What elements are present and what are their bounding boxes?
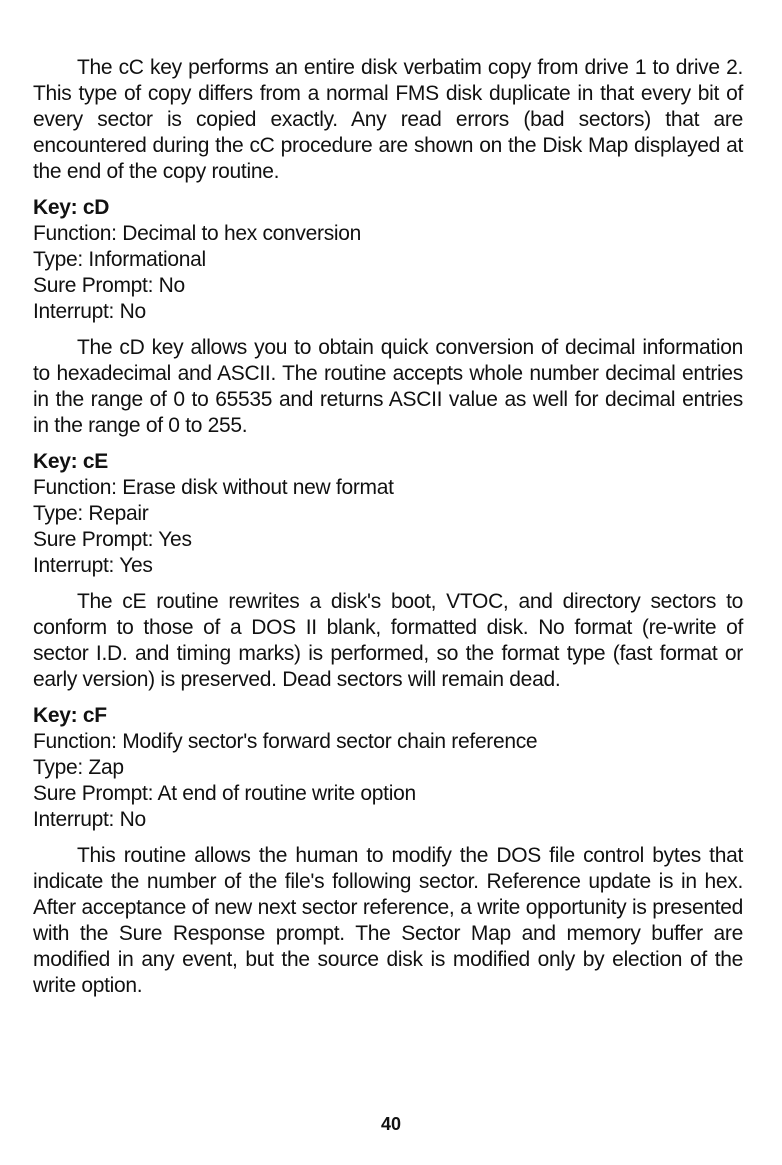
type-value: Informational <box>88 248 206 271</box>
interrupt-line <box>33 553 743 579</box>
function-value: Decimal to hex conversion <box>122 222 362 245</box>
section-key-ce <box>33 449 743 693</box>
interrupt-label: Interrupt: <box>33 554 115 577</box>
description-paragraph: The cD key allows you to obtain quick conversion of decimal information to hexadecimal and ASCII. The routine accepts whole number decimal entries in the range of 0 to 65535 and returns ASCII value as well for decimal entries in the range of 0 to 255. <box>33 336 743 437</box>
interrupt-value: No <box>119 808 146 831</box>
interrupt-label: Interrupt: <box>33 808 115 831</box>
sure-prompt-value: Yes <box>158 528 192 551</box>
function-value: Modify sector's forward sector chain reference <box>122 730 538 753</box>
function-label: Function: <box>33 222 117 245</box>
type-value: Repair <box>88 502 149 525</box>
type-line <box>33 501 743 527</box>
sure-prompt-value: At end of routine write option <box>157 782 416 805</box>
interrupt-line <box>33 299 743 325</box>
function-value: Erase disk without new format <box>122 476 394 499</box>
sure-prompt-label: Sure Prompt: <box>33 528 154 551</box>
key-heading: Key: cF <box>33 704 107 727</box>
key-heading: Key: cD <box>33 196 110 219</box>
sure-prompt-line <box>33 527 743 553</box>
interrupt-label: Interrupt: <box>33 300 115 323</box>
type-label: Type: <box>33 502 83 525</box>
sure-prompt-line <box>33 781 743 807</box>
section-key-cd <box>33 195 743 439</box>
type-line <box>33 247 743 273</box>
function-line <box>33 729 743 755</box>
section-key-cf <box>33 703 743 999</box>
key-heading: Key: cE <box>33 450 108 473</box>
page-number: 40 <box>380 1114 402 1134</box>
page-content <box>33 55 743 999</box>
description-paragraph: This routine allows the human to modify the DOS file control bytes that indicate the number of the file's following sector. Reference update is in hex. After acceptance of new next sector reference, a write opportunity is presented with the Sure Response prompt. The Sector Map and memory buffer are modified in any event, but the source disk is modified only by election of the write option. <box>33 844 743 997</box>
sure-prompt-label: Sure Prompt: <box>33 782 154 805</box>
type-line <box>33 755 743 781</box>
interrupt-line <box>33 807 743 833</box>
function-label: Function: <box>33 476 117 499</box>
sure-prompt-line <box>33 273 743 299</box>
type-label: Type: <box>33 248 83 271</box>
interrupt-value: Yes <box>119 554 153 577</box>
sure-prompt-value: No <box>158 274 185 297</box>
function-label: Function: <box>33 730 117 753</box>
type-label: Type: <box>33 756 83 779</box>
function-line <box>33 475 743 501</box>
interrupt-value: No <box>119 300 146 323</box>
sure-prompt-label: Sure Prompt: <box>33 274 154 297</box>
intro-paragraph: The cC key performs an entire disk verbatim copy from drive 1 to drive 2. This type of copy differs from a normal FMS disk duplicate in that every bit of every sector is copied exactly. Any read errors (bad sectors) that are encountered during the cC procedure are shown on the Disk Map displayed at the end of the copy routine. <box>33 56 743 183</box>
function-line <box>33 221 743 247</box>
type-value: Zap <box>88 756 124 779</box>
description-paragraph: The cE routine rewrites a disk's boot, VTOC, and directory sectors to conform to those of a DOS II blank, formatted disk. No format (re-write of sector I.D. and timing marks) is performed, so the format type (fast format or early version) is preserved. Dead sectors will remain dead. <box>33 590 743 691</box>
